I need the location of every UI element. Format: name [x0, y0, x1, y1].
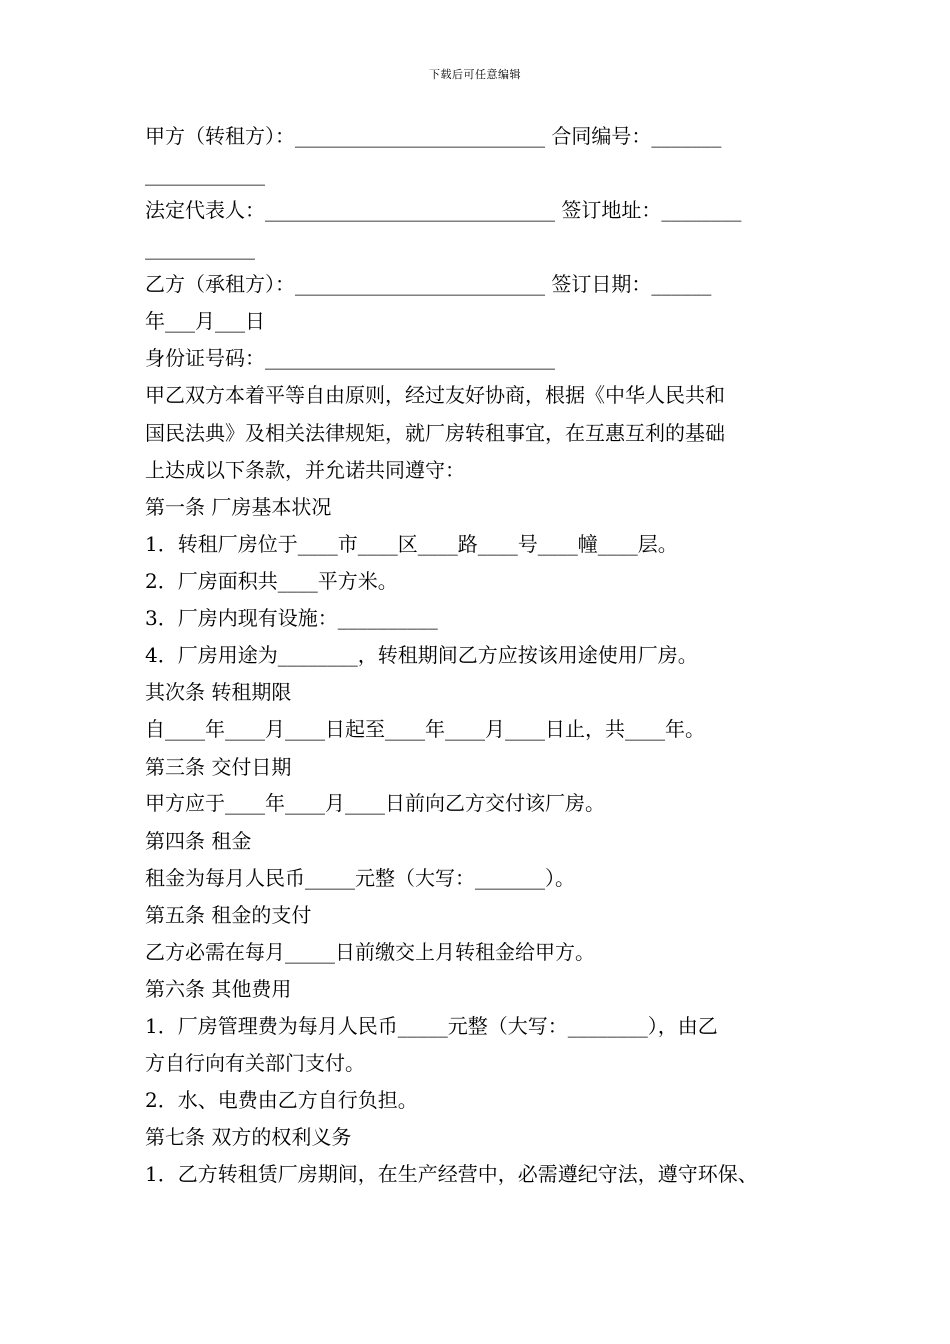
- sign-date-line: 年___月___日: [145, 309, 265, 333]
- article-3-title: 第三条 交付日期: [145, 755, 292, 779]
- article-2-title: 其次条 转租期限: [145, 680, 292, 704]
- sign-address-continuation: ___________: [145, 236, 255, 260]
- legal-rep-line: 法定代表人：_____________________________ 签订地址：________: [145, 198, 742, 222]
- article-1-item-4: 4．厂房用途为________，转租期间乙方应按该用途使用厂房。: [145, 643, 698, 667]
- article-7-item-1: 1．乙方转租赁厂房期间，在生产经营中，必需遵纪守法，遵守环保、: [145, 1162, 758, 1186]
- article-4-body: 租金为每月人民币_____元整（大写：_______）。: [145, 866, 575, 890]
- preamble-line-3: 上达成以下条款，并允诺共同遵守：: [145, 458, 465, 482]
- article-6-title: 第六条 其他费用: [145, 977, 292, 1001]
- article-5-body: 乙方必需在每月_____日前缴交上月转租金给甲方。: [145, 940, 595, 964]
- article-1-item-1: 1．转租厂房位于____市____区____路____号____幢____层。: [145, 532, 678, 556]
- article-2-body: 自____年____月____日起至____年____月____日止，共____年。: [145, 717, 705, 741]
- article-1-item-2: 2．厂房面积共____平方米。: [145, 569, 398, 593]
- id-number-line: 身份证号码：_____________________________: [145, 346, 555, 370]
- article-7-title: 第七条 双方的权利义务: [145, 1125, 352, 1149]
- article-6-item-2: 2．水、电费由乙方自行负担。: [145, 1088, 418, 1112]
- article-1-title: 第一条 厂房基本状况: [145, 495, 332, 519]
- article-4-title: 第四条 租金: [145, 829, 252, 853]
- preamble-line-1: 甲乙双方本着平等自由原则，经过友好协商，根据《中华人民共和: [145, 383, 725, 407]
- article-5-title: 第五条 租金的支付: [145, 903, 312, 927]
- contract-no-continuation: ____________: [145, 162, 265, 186]
- article-6-item-1-cont: 方自行向有关部门支付。: [145, 1051, 365, 1075]
- article-1-item-3: 3．厂房内现有设施：__________: [145, 606, 438, 630]
- preamble-line-2: 国民法典》及相关法律规矩，就厂房转租事宜，在互惠互利的基础: [145, 421, 725, 445]
- article-3-body: 甲方应于____年____月____日前向乙方交付该厂房。: [145, 791, 605, 815]
- party-a-line: 甲方（转租方）：_________________________ 合同编号：_______: [145, 124, 722, 148]
- party-b-line: 乙方（承租方）：_________________________ 签订日期：______: [145, 272, 712, 296]
- page-header: 下载后可任意编辑: [429, 68, 521, 81]
- article-6-item-1: 1．厂房管理费为每月人民币_____元整（大写：________），由乙: [145, 1014, 718, 1038]
